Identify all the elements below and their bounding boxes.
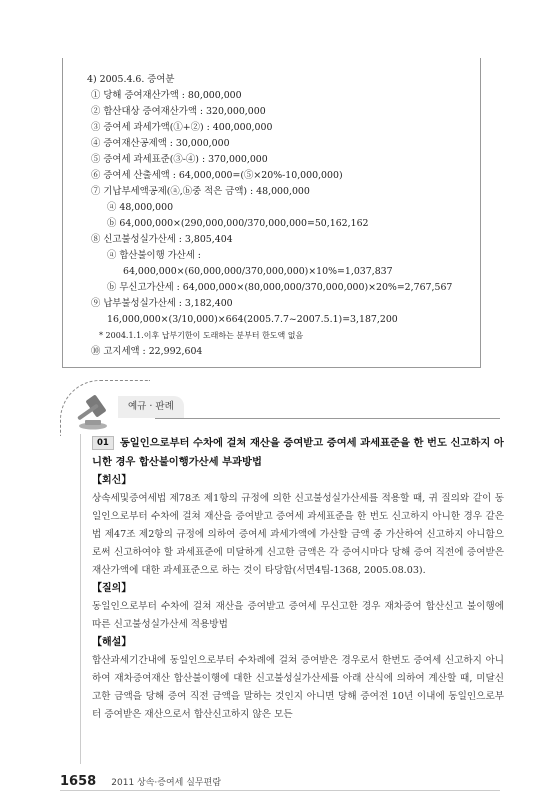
calc-line: ⑥ 증여세 산출세액 : 64,000,000=(⑤×20%-10,000,000) xyxy=(91,170,343,181)
reply-text: 상속세및증여세법 제78조 제1항의 규정에 의한 신고불성실가산세를 적용할 때, 귀 질의와 같이 동일인으로부터 수차에 걸쳐 재산을 증여받고 증여세 과세표준을 한 번도 신고하지 아니한 경우 같은법 제47조 제2항의 규정에 의하여 증여세 과세가액에 가산할 금액 중 가산하여 신고하지 아니함으로써 신고하여야 할 과세표준에 미달하게 신고한 금액은 각 증여시마다 당해 증여 직전에 증여받은 재산가액에 대한 과세표준으로 하는 것이 타당함(서면4팀-1368, 2005.08.03). xyxy=(92,493,504,576)
case-title xyxy=(92,434,504,472)
calc-line: ⑨ 납부불성실가산세 : 3,182,400 xyxy=(91,298,233,309)
calc-line: ① 당해 증여재산가액 : 80,000,000 xyxy=(91,90,242,101)
section-header xyxy=(60,380,500,430)
commentary-text: 합산과세기간내에 동일인으로부터 수차례에 걸쳐 증여받은 경우로서 한번도 증여세 신고하지 아니하여 재차증여재산 합산불이행에 대한 신고불성실가산세를 아래 산식에 의하여 계산할 때, 미달신고한 금액을 당해 증여 직전 금액을 말하는 것인지 아니면 당해 증여전 10년 이내에 동일인으로부터 증여받은 재산으로서 합산신고하지 않은 모든 xyxy=(92,655,504,720)
calc-line: 16,000,000×(3/10,000)×664(2005.7.7~2007.5.1)=3,187,200 xyxy=(107,314,398,325)
calc-line: ② 합산대상 증여재산가액 : 320,000,000 xyxy=(91,106,266,117)
case-title-text: 동일인으로부터 수차에 걸쳐 재산을 증여받고 증여세 과세표준을 한 번도 신고하지 아니한 경우 합산불이행가산세 부과방법 xyxy=(92,437,504,468)
calc-line: ⓐ 합산불이행 가산세 : xyxy=(107,250,201,261)
calc-line: ⑤ 증여세 과세표준(③-④) : 370,000,000 xyxy=(91,154,268,165)
calc-line: ⑩ 고지세액 : 22,992,604 xyxy=(91,346,203,357)
case-left-bar xyxy=(80,434,81,764)
calc-line: ④ 증여재산공제액 : 30,000,000 xyxy=(91,138,230,149)
case-number-badge: 01 xyxy=(92,436,114,450)
calc-line: ⓑ 64,000,000×(290,000,000/370,000,000=50,162,162 xyxy=(107,218,369,229)
page-number: 1658 xyxy=(60,774,97,789)
calc-line: ⑧ 신고불성실가산세 : 3,805,404 xyxy=(91,234,233,245)
calc-heading: 4) 2005.4.6. 증여분 xyxy=(87,74,175,85)
reply-label: 【회신】 xyxy=(92,475,132,486)
calc-line: ③ 증여세 과세가액(①+②) : 400,000,000 xyxy=(91,122,273,133)
commentary-label: 【해설】 xyxy=(92,637,132,648)
gavel-icon xyxy=(68,390,118,432)
book-title: 2011 상속·증여세 실무편람 xyxy=(111,778,222,788)
calc-line: ⑦ 기납부세액공제(ⓐ,ⓑ중 적은 금액) : 48,000,000 xyxy=(91,186,310,197)
header-rule xyxy=(155,418,500,419)
page-footer xyxy=(60,770,221,789)
calculation-box xyxy=(62,58,481,368)
case-entry xyxy=(92,434,504,724)
footer-rule xyxy=(60,790,500,791)
calc-line: ⓑ 무신고가산세 : 64,000,000×(80,000,000/370,000,000)×20%=2,767,567 xyxy=(107,282,453,293)
calc-line: ⓐ 48,000,000 xyxy=(107,202,174,213)
section-tab: 예규 · 판례 xyxy=(118,396,184,418)
calc-note: * 2004.1.1.이후 납부기한이 도래하는 분부터 한도액 없음 xyxy=(99,331,304,340)
question-label: 【질의】 xyxy=(92,583,132,594)
calc-line: 64,000,000×(60,000,000/370,000,000)×10%=1,037,837 xyxy=(123,266,393,277)
question-text: 동일인으로부터 수차에 걸쳐 재산을 증여받고 증여세 무신고한 경우 재차증여 합산신고 불이행에 따른 신고불성실가산세 적용방법 xyxy=(92,601,504,630)
